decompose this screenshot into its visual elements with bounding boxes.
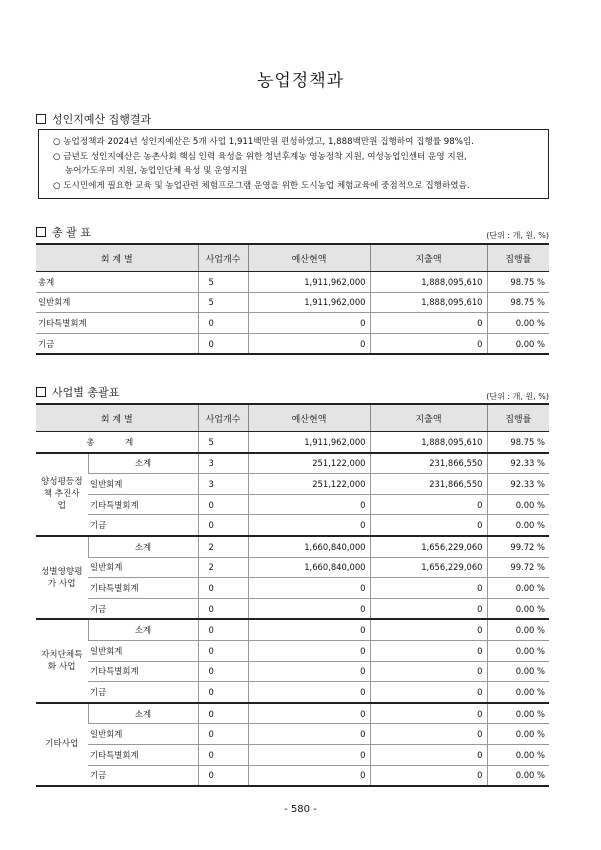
spent-cell: 0 <box>370 682 487 703</box>
circle-bullet-icon: ○ <box>53 137 61 147</box>
row-label: 일반회계 <box>36 292 198 313</box>
budget-cell: 0 <box>248 578 370 599</box>
budget-cell: 0 <box>248 313 370 334</box>
page-title: 농업정책과 <box>256 71 345 91</box>
rate-cell: 0.00 % <box>487 661 549 682</box>
budget-cell: 251,122,000 <box>248 453 370 474</box>
column-header: 집행률 <box>487 244 549 272</box>
table-row <box>36 272 549 293</box>
count-cell: 0 <box>198 515 248 536</box>
square-bullet-icon <box>36 227 46 237</box>
table-row <box>36 494 549 515</box>
rate-cell: 0.00 % <box>487 598 549 619</box>
spent-cell: 0 <box>370 619 487 640</box>
summary-text: 금년도 성인지예산은 농촌사회 핵심 인력 육성을 위한 청년후계농 영농정착 지원, 여성농업인센터 운영 지원, <box>63 151 467 162</box>
row-label: 기타특별회계 <box>88 494 198 515</box>
section-heading-summary <box>36 111 151 127</box>
budget-cell: 1,660,840,000 <box>248 557 370 578</box>
row-label: 소계 <box>88 536 198 557</box>
rate-cell: 0.00 % <box>487 682 549 703</box>
table-row <box>36 578 549 599</box>
spent-cell: 231,866,550 <box>370 474 487 495</box>
count-cell: 0 <box>198 744 248 765</box>
spent-cell: 0 <box>370 333 487 354</box>
project-category: 기타사업 <box>36 703 88 786</box>
rate-cell: 0.00 % <box>487 724 549 745</box>
table-row <box>36 453 549 474</box>
spent-cell: 1,888,095,610 <box>370 432 487 453</box>
budget-cell: 0 <box>248 640 370 661</box>
table-row <box>36 661 549 682</box>
spent-cell: 1,888,095,610 <box>370 272 487 293</box>
count-cell: 0 <box>198 703 248 724</box>
table-row <box>36 640 549 661</box>
budget-cell: 1,911,962,000 <box>248 272 370 293</box>
circle-bullet-icon: ○ <box>53 151 61 162</box>
rate-cell: 92.33 % <box>487 453 549 474</box>
spent-cell: 0 <box>370 578 487 599</box>
table-row <box>36 333 549 354</box>
budget-cell: 0 <box>248 661 370 682</box>
spent-cell: 0 <box>370 640 487 661</box>
summary-text: 농어가도우미 지원, 농업인단체 육성 및 운영지원 <box>65 166 248 177</box>
budget-cell: 0 <box>248 494 370 515</box>
count-cell: 2 <box>198 536 248 557</box>
section-heading-text: 성인지예산 집행결과 <box>52 113 152 126</box>
row-label: 일반회계 <box>88 474 198 495</box>
count-cell: 0 <box>198 578 248 599</box>
count-cell: 0 <box>198 661 248 682</box>
count-cell: 0 <box>198 640 248 661</box>
rate-cell: 0.00 % <box>487 313 549 334</box>
summary-line <box>53 150 540 165</box>
count-cell: 0 <box>198 598 248 619</box>
budget-cell: 0 <box>248 333 370 354</box>
column-header: 회 계 별 <box>36 404 198 432</box>
total-row <box>36 432 549 453</box>
budget-cell: 0 <box>248 744 370 765</box>
rate-cell: 0.00 % <box>487 640 549 661</box>
spent-cell: 0 <box>370 313 487 334</box>
table-row <box>36 598 549 619</box>
table-row <box>36 313 549 334</box>
row-label: 기금 <box>88 598 198 619</box>
row-label: 기금 <box>36 333 198 354</box>
rate-cell: 99.72 % <box>487 557 549 578</box>
spent-cell: 231,866,550 <box>370 453 487 474</box>
spent-cell: 0 <box>370 515 487 536</box>
spent-cell: 1,656,229,060 <box>370 536 487 557</box>
budget-cell: 0 <box>248 765 370 786</box>
table-row <box>36 557 549 578</box>
table-row <box>36 703 549 724</box>
summary-text: 농업정책과 2024년 성인지예산은 5개 사업 1,911백만원 편성하였고, 1,888백만원 집행하여 집행률 98%임. <box>63 137 474 147</box>
spent-cell: 0 <box>370 598 487 619</box>
rate-cell: 99.72 % <box>487 536 549 557</box>
table-row <box>36 292 549 313</box>
count-cell: 0 <box>198 682 248 703</box>
budget-cell: 1,911,962,000 <box>248 292 370 313</box>
rate-cell: 98.75 % <box>487 292 549 313</box>
budget-cell: 0 <box>248 598 370 619</box>
rate-cell: 0.00 % <box>487 333 549 354</box>
row-label: 기타특별회계 <box>88 578 198 599</box>
square-bullet-icon <box>36 387 46 397</box>
table-row <box>36 724 549 745</box>
rate-cell: 0.00 % <box>487 578 549 599</box>
row-label: 소계 <box>88 453 198 474</box>
spent-cell: 0 <box>370 744 487 765</box>
rate-cell: 0.00 % <box>487 703 549 724</box>
budget-cell: 0 <box>248 515 370 536</box>
spent-cell: 0 <box>370 724 487 745</box>
spent-cell: 0 <box>370 661 487 682</box>
column-header: 사업개수 <box>198 244 248 272</box>
section-heading-text: 총 괄 표 <box>52 226 91 239</box>
circle-bullet-icon: ○ <box>53 180 61 191</box>
summary-line <box>53 179 540 194</box>
count-cell: 5 <box>198 432 248 453</box>
by-project-table <box>36 403 549 787</box>
spent-cell: 0 <box>370 765 487 786</box>
rate-cell: 0.00 % <box>487 744 549 765</box>
table-row <box>36 744 549 765</box>
budget-cell: 1,911,962,000 <box>248 432 370 453</box>
table-row <box>36 682 549 703</box>
budget-cell: 0 <box>248 682 370 703</box>
count-cell: 0 <box>198 724 248 745</box>
column-header: 지출액 <box>370 244 487 272</box>
section-heading-text: 사업별 총괄표 <box>52 386 120 399</box>
column-header: 사업개수 <box>198 404 248 432</box>
count-cell: 2 <box>198 557 248 578</box>
project-category: 양성평등정책 추진사업 <box>36 453 88 536</box>
budget-cell: 0 <box>248 724 370 745</box>
row-label: 소계 <box>88 703 198 724</box>
unit-label: (단위 : 개, 원, %) <box>486 392 549 401</box>
row-label: 기타특별회계 <box>36 313 198 334</box>
count-cell: 0 <box>198 765 248 786</box>
project-category: 성별영향평가 사업 <box>36 536 88 619</box>
summary-line <box>53 135 540 150</box>
row-label: 총계 <box>36 272 198 293</box>
rate-cell: 98.75 % <box>487 272 549 293</box>
table-row <box>36 515 549 536</box>
overview-table <box>36 243 549 355</box>
rate-cell: 0.00 % <box>487 619 549 640</box>
count-cell: 0 <box>198 494 248 515</box>
column-header: 지출액 <box>370 404 487 432</box>
column-header: 예산현액 <box>248 244 370 272</box>
rate-cell: 92.33 % <box>487 474 549 495</box>
budget-cell: 251,122,000 <box>248 474 370 495</box>
count-cell: 0 <box>198 619 248 640</box>
row-label: 기금 <box>88 682 198 703</box>
rate-cell: 0.00 % <box>487 515 549 536</box>
spent-cell: 1,888,095,610 <box>370 292 487 313</box>
table-row <box>36 619 549 640</box>
count-cell: 0 <box>198 313 248 334</box>
table-row <box>36 474 549 495</box>
row-label: 기타특별회계 <box>88 744 198 765</box>
rate-cell: 98.75 % <box>487 432 549 453</box>
row-label: 일반회계 <box>88 724 198 745</box>
column-header: 집행률 <box>487 404 549 432</box>
table-row <box>36 765 549 786</box>
row-label: 일반회계 <box>88 557 198 578</box>
summary-text: 도시민에게 필요한 교육 및 농업관련 체험프로그램 운영을 위한 도시농업 체험교육에 중점적으로 집행하였음. <box>63 180 470 191</box>
column-header: 회 계 별 <box>36 244 198 272</box>
spent-cell: 0 <box>370 494 487 515</box>
project-category: 자치단체특화 사업 <box>36 619 88 702</box>
count-cell: 5 <box>198 292 248 313</box>
row-label: 기금 <box>88 765 198 786</box>
rate-cell: 0.00 % <box>487 494 549 515</box>
spent-cell: 1,656,229,060 <box>370 557 487 578</box>
row-label: 소계 <box>88 619 198 640</box>
square-bullet-icon <box>36 114 46 124</box>
rate-cell: 0.00 % <box>487 765 549 786</box>
count-cell: 5 <box>198 272 248 293</box>
row-label: 총 계 <box>36 432 198 453</box>
budget-cell: 0 <box>248 703 370 724</box>
budget-cell: 1,660,840,000 <box>248 536 370 557</box>
budget-cell: 0 <box>248 619 370 640</box>
spent-cell: 0 <box>370 703 487 724</box>
column-header: 예산현액 <box>248 404 370 432</box>
table-row <box>36 536 549 557</box>
row-label: 기금 <box>88 515 198 536</box>
count-cell: 3 <box>198 453 248 474</box>
count-cell: 0 <box>198 333 248 354</box>
section-heading-by-project <box>36 384 119 400</box>
row-label: 일반회계 <box>88 640 198 661</box>
page-number: - 580 - <box>284 804 317 815</box>
summary-line <box>53 164 540 179</box>
row-label: 기타특별회계 <box>88 661 198 682</box>
count-cell: 3 <box>198 474 248 495</box>
unit-label: (단위 : 개, 원, %) <box>486 231 549 240</box>
section-heading-overview <box>36 224 91 240</box>
summary-box <box>38 129 549 199</box>
